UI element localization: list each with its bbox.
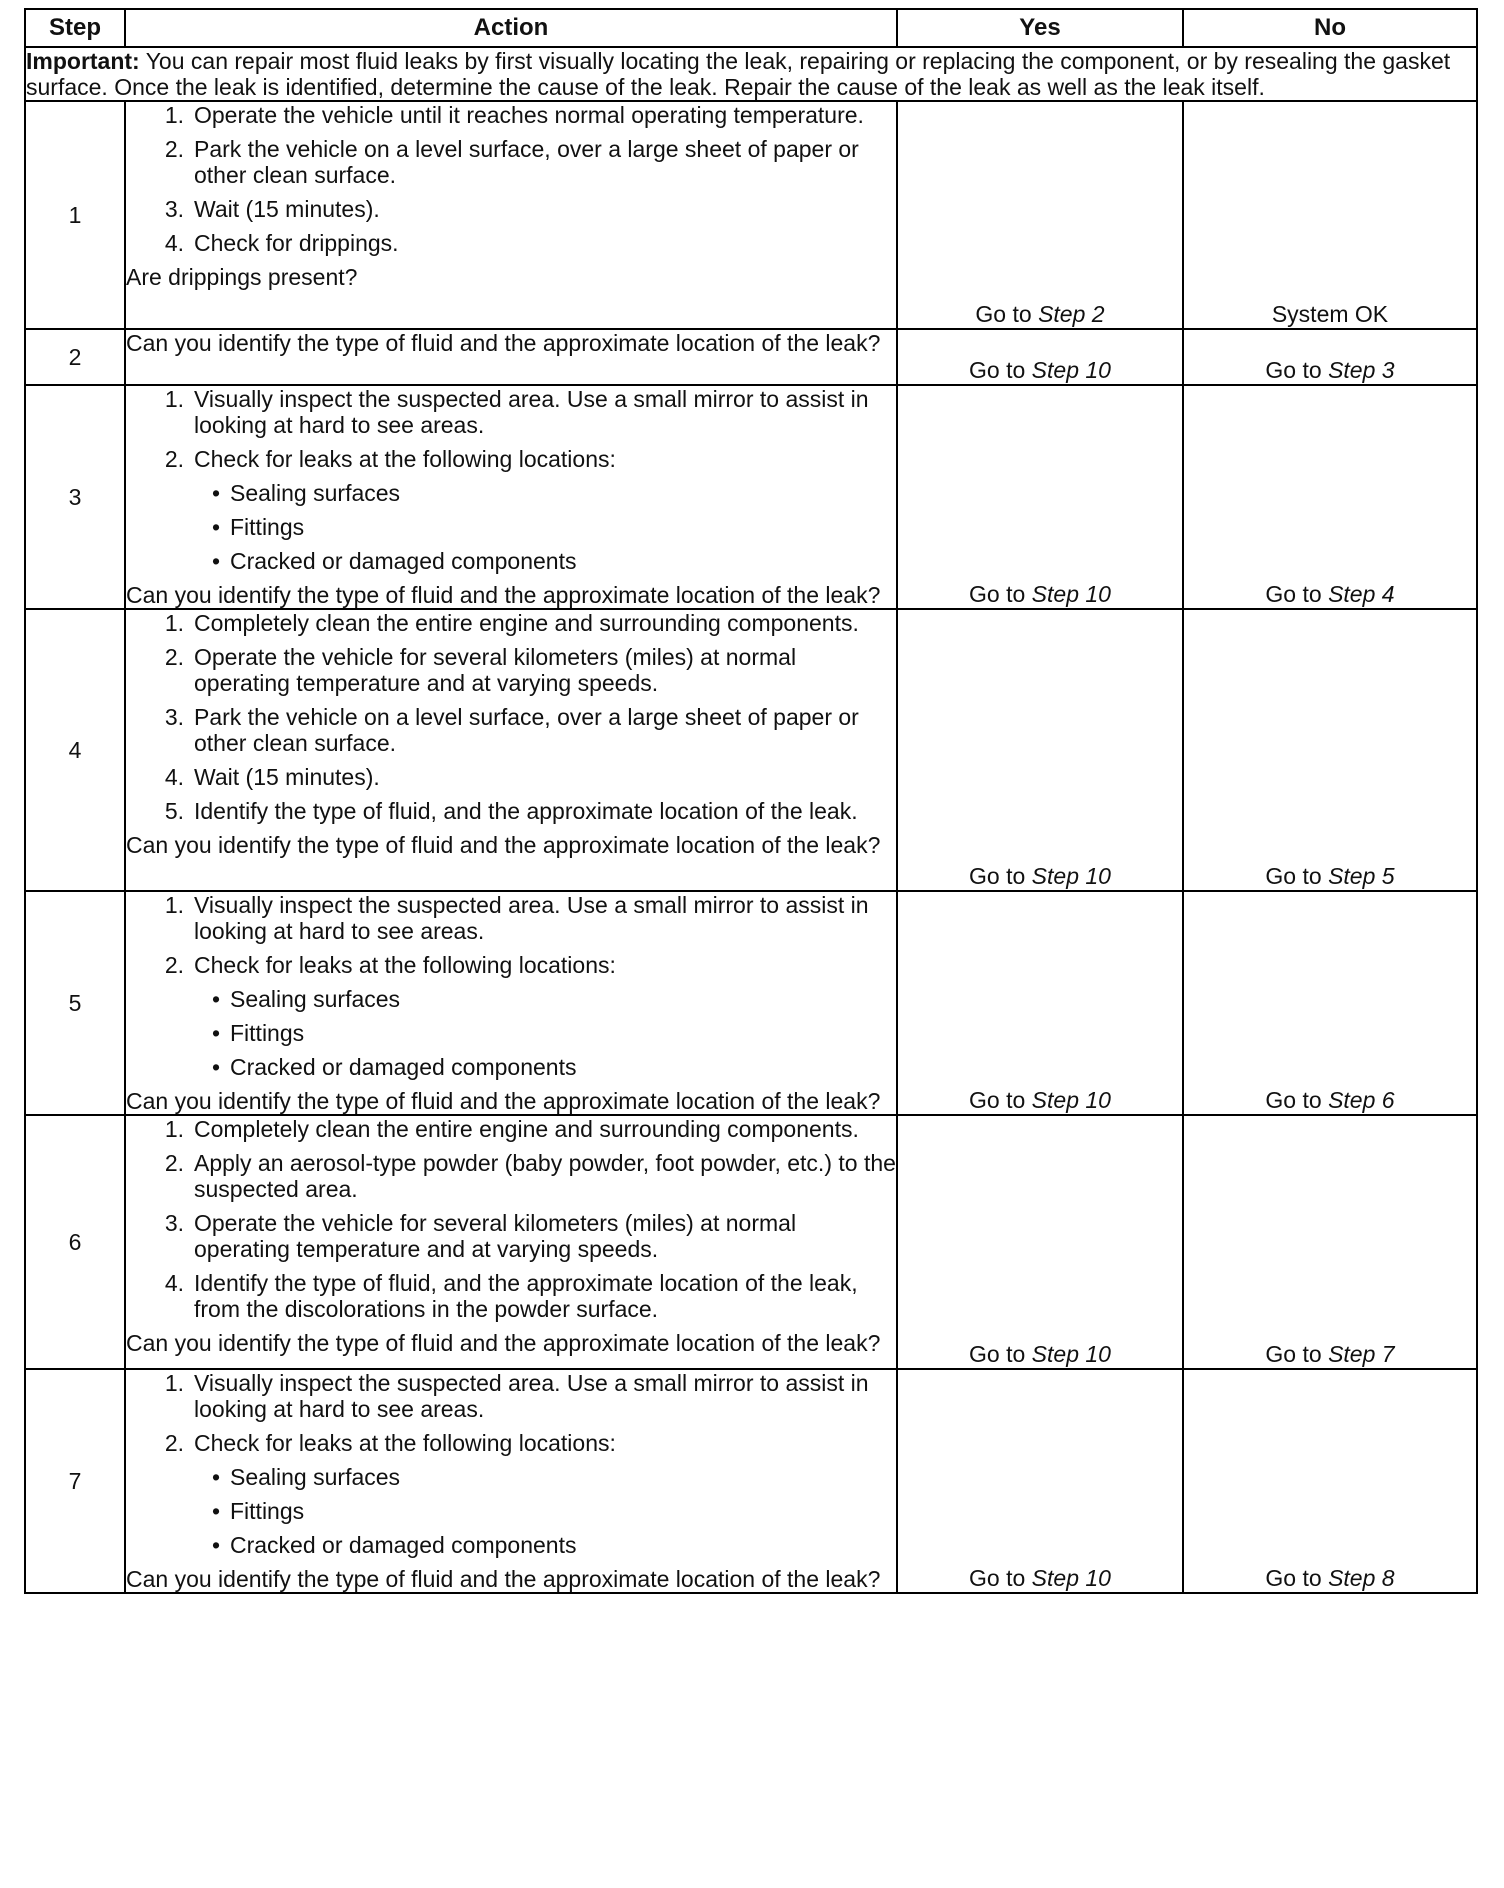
list-item <box>126 480 896 506</box>
table-row <box>25 1369 1477 1593</box>
action-step-item <box>126 892 896 944</box>
yes-step-link: Step 10 <box>1031 1087 1111 1113</box>
yes-result <box>897 891 1183 1115</box>
bullet-icon: • <box>211 1020 220 1046</box>
go-to-label: Go to <box>1265 863 1329 889</box>
action-steps-list <box>126 386 896 574</box>
action-step-text: Park the vehicle on a level surface, over a large sheet of paper or other clean surface. <box>194 136 859 188</box>
no-result <box>1183 609 1477 891</box>
important-row <box>25 47 1477 101</box>
go-to-label: Go to <box>969 1341 1032 1367</box>
action-step-text: Identify the type of fluid, and the approximate location of the leak. <box>194 798 858 824</box>
action-step-item <box>126 644 896 696</box>
bullet-text: Fittings <box>230 514 305 540</box>
question-text: Can you identify the type of fluid and the approximate location of the leak? <box>126 1566 881 1592</box>
action-step-number: 1. <box>164 1370 184 1396</box>
list-item <box>126 514 896 540</box>
no-result-text: System OK <box>1271 301 1389 327</box>
bullet-text: Cracked or damaged components <box>230 548 577 574</box>
table-row <box>25 329 1477 385</box>
action-cell <box>125 1115 897 1369</box>
action-step-item <box>126 798 896 824</box>
location-bullet-list <box>126 1464 896 1558</box>
bullet-icon: • <box>211 1464 220 1490</box>
go-to-label: Go to <box>1265 1565 1329 1591</box>
no-step-link: Step 3 <box>1328 357 1395 383</box>
action-step-text: Operate the vehicle until it reaches normal operating temperature. <box>194 102 864 128</box>
bullet-icon: • <box>211 1054 220 1080</box>
yes-step-link: Step 10 <box>1031 1565 1111 1591</box>
question-text: Can you identify the type of fluid and the approximate location of the leak? <box>126 832 881 858</box>
question-text: Can you identify the type of fluid and the approximate location of the leak? <box>126 1088 881 1114</box>
action-step-text: Identify the type of fluid, and the approximate location of the leak, from the discolorations in the powder surface. <box>194 1270 858 1322</box>
action-cell <box>125 891 897 1115</box>
go-to-label: Go to <box>969 581 1032 607</box>
action-cell <box>125 329 897 385</box>
question-text: Can you identify the type of fluid and the approximate location of the leak? <box>126 582 881 608</box>
no-step-link: Step 6 <box>1328 1087 1395 1113</box>
action-step-text: Check for leaks at the following locations: <box>194 1430 616 1456</box>
list-item <box>126 548 896 574</box>
table-row <box>25 385 1477 609</box>
action-step-item <box>126 1150 896 1202</box>
no-step-link: Step 7 <box>1328 1341 1395 1367</box>
action-cell <box>125 609 897 891</box>
no-result <box>1183 891 1477 1115</box>
step-number: 4 <box>25 609 125 891</box>
action-step-text: Park the vehicle on a level surface, over a large sheet of paper or other clean surface. <box>194 704 859 756</box>
action-step-text: Completely clean the entire engine and surrounding components. <box>194 610 859 636</box>
action-step-item <box>126 446 896 472</box>
action-step-item <box>126 1370 896 1422</box>
bullet-text: Sealing surfaces <box>230 480 401 506</box>
bullet-text: Sealing surfaces <box>230 986 401 1012</box>
go-to-label: Go to <box>1265 1341 1329 1367</box>
action-step-item <box>126 196 896 222</box>
bullet-icon: • <box>211 1498 220 1524</box>
important-label: Important: <box>26 48 140 74</box>
go-to-label: Go to <box>1265 1087 1329 1113</box>
action-step-number: 1. <box>164 892 184 918</box>
go-to-label: Go to <box>975 301 1039 327</box>
yes-step-link: Step 10 <box>1031 863 1111 889</box>
action-step-number: 3. <box>164 704 184 730</box>
no-step-link: Step 4 <box>1328 581 1395 607</box>
action-cell <box>125 101 897 329</box>
action-step-text: Wait (15 minutes). <box>194 764 380 790</box>
bullet-icon: • <box>211 514 220 540</box>
action-step-number: 2. <box>164 446 184 472</box>
go-to-label: Go to <box>1265 581 1329 607</box>
go-to-label: Go to <box>969 357 1032 383</box>
step-number: 1 <box>25 101 125 329</box>
action-step-number: 2. <box>164 1150 184 1176</box>
bullet-icon: • <box>211 548 220 574</box>
important-text: You can repair most fluid leaks by first visually locating the leak, repairing or replacing the component, or by resealing the gasket surface. Once the leak is identified, determine the cause of the leak. Repair the cause of the leak as well as the leak itself. <box>26 48 1451 100</box>
action-step-item <box>126 136 896 188</box>
action-step-item <box>126 1430 896 1456</box>
header-row <box>25 9 1477 47</box>
no-result <box>1183 385 1477 609</box>
no-step-link: Step 8 <box>1328 1565 1395 1591</box>
action-step-number: 3. <box>164 196 184 222</box>
step-number: 3 <box>25 385 125 609</box>
list-item <box>126 1464 896 1490</box>
go-to-label: Go to <box>969 1565 1032 1591</box>
bullet-icon: • <box>211 480 220 506</box>
list-item <box>126 1054 896 1080</box>
action-step-text: Check for leaks at the following locations: <box>194 446 616 472</box>
yes-result <box>897 385 1183 609</box>
bullet-icon: • <box>211 986 220 1012</box>
action-step-number: 4. <box>164 1270 184 1296</box>
list-item <box>126 1498 896 1524</box>
action-step-text: Wait (15 minutes). <box>194 196 380 222</box>
action-steps-list <box>126 102 896 256</box>
list-item <box>126 986 896 1012</box>
table-row <box>25 891 1477 1115</box>
step-number: 7 <box>25 1369 125 1593</box>
action-step-text: Check for leaks at the following locations: <box>194 952 616 978</box>
header-step: Step <box>25 9 125 47</box>
action-step-number: 5. <box>164 798 184 824</box>
location-bullet-list <box>126 480 896 574</box>
action-step-number: 2. <box>164 952 184 978</box>
header-no: No <box>1183 9 1477 47</box>
yes-result <box>897 1115 1183 1369</box>
action-step-text: Visually inspect the suspected area. Use a small mirror to assist in looking at hard to see areas. <box>194 386 869 438</box>
action-step-item <box>126 704 896 756</box>
action-steps-list <box>126 892 896 1080</box>
action-step-number: 4. <box>164 230 184 256</box>
action-step-number: 1. <box>164 1116 184 1142</box>
yes-result <box>897 609 1183 891</box>
header-yes: Yes <box>897 9 1183 47</box>
no-result <box>1183 1115 1477 1369</box>
action-steps-list <box>126 1116 896 1322</box>
action-step-item <box>126 952 896 978</box>
table-row <box>25 1115 1477 1369</box>
action-step-text: Operate the vehicle for several kilometers (miles) at normal operating temperature and at varying speeds. <box>194 644 797 696</box>
action-step-text: Check for drippings. <box>194 230 399 256</box>
step-number: 5 <box>25 891 125 1115</box>
action-step-number: 2. <box>164 644 184 670</box>
step-number: 2 <box>25 329 125 385</box>
question-text: Can you identify the type of fluid and the approximate location of the leak? <box>126 330 881 356</box>
no-result <box>1183 329 1477 385</box>
action-step-number: 4. <box>164 764 184 790</box>
yes-result <box>897 101 1183 329</box>
go-to-label: Go to <box>969 1087 1032 1113</box>
action-step-text: Apply an aerosol-type powder (baby powder, foot powder, etc.) to the suspected area. <box>194 1150 896 1202</box>
action-cell <box>125 1369 897 1593</box>
bullet-text: Fittings <box>230 1020 305 1046</box>
yes-step-link: Step 10 <box>1031 357 1111 383</box>
yes-step-link: Step 10 <box>1031 1341 1111 1367</box>
yes-step-link: Step 10 <box>1031 581 1111 607</box>
action-step-item <box>126 1210 896 1262</box>
action-step-number: 1. <box>164 610 184 636</box>
action-steps-list <box>126 610 896 824</box>
action-step-text: Completely clean the entire engine and surrounding components. <box>194 1116 859 1142</box>
action-step-number: 1. <box>164 102 184 128</box>
bullet-text: Fittings <box>230 1498 305 1524</box>
action-step-item <box>126 1270 896 1322</box>
action-step-item <box>126 230 896 256</box>
no-step-link: Step 5 <box>1328 863 1395 889</box>
action-steps-list <box>126 1370 896 1558</box>
action-step-item <box>126 764 896 790</box>
action-step-number: 3. <box>164 1210 184 1236</box>
yes-result <box>897 329 1183 385</box>
action-cell <box>125 385 897 609</box>
list-item <box>126 1020 896 1046</box>
action-step-item <box>126 1116 896 1142</box>
action-step-item <box>126 610 896 636</box>
action-step-number: 1. <box>164 386 184 412</box>
action-step-number: 2. <box>164 1430 184 1456</box>
go-to-label: Go to <box>1265 357 1329 383</box>
question-text: Can you identify the type of fluid and the approximate location of the leak? <box>126 1330 881 1356</box>
diagnostic-table <box>24 8 1478 1594</box>
yes-step-link: Step 2 <box>1038 301 1105 327</box>
location-bullet-list <box>126 986 896 1080</box>
yes-result <box>897 1369 1183 1593</box>
table-row <box>25 101 1477 329</box>
no-result <box>1183 1369 1477 1593</box>
list-item <box>126 1532 896 1558</box>
action-step-text: Operate the vehicle for several kilometers (miles) at normal operating temperature and at varying speeds. <box>194 1210 797 1262</box>
bullet-text: Cracked or damaged components <box>230 1054 577 1080</box>
step-number: 6 <box>25 1115 125 1369</box>
action-step-item <box>126 386 896 438</box>
no-result <box>1183 101 1477 329</box>
bullet-text: Sealing surfaces <box>230 1464 401 1490</box>
action-step-number: 2. <box>164 136 184 162</box>
bullet-text: Cracked or damaged components <box>230 1532 577 1558</box>
table-row <box>25 609 1477 891</box>
question-text: Are drippings present? <box>126 264 358 290</box>
bullet-icon: • <box>211 1532 220 1558</box>
action-step-text: Visually inspect the suspected area. Use a small mirror to assist in looking at hard to see areas. <box>194 892 869 944</box>
important-note <box>25 47 1477 101</box>
go-to-label: Go to <box>969 863 1032 889</box>
action-step-text: Visually inspect the suspected area. Use a small mirror to assist in looking at hard to see areas. <box>194 1370 869 1422</box>
header-action: Action <box>125 9 897 47</box>
action-step-item <box>126 102 896 128</box>
